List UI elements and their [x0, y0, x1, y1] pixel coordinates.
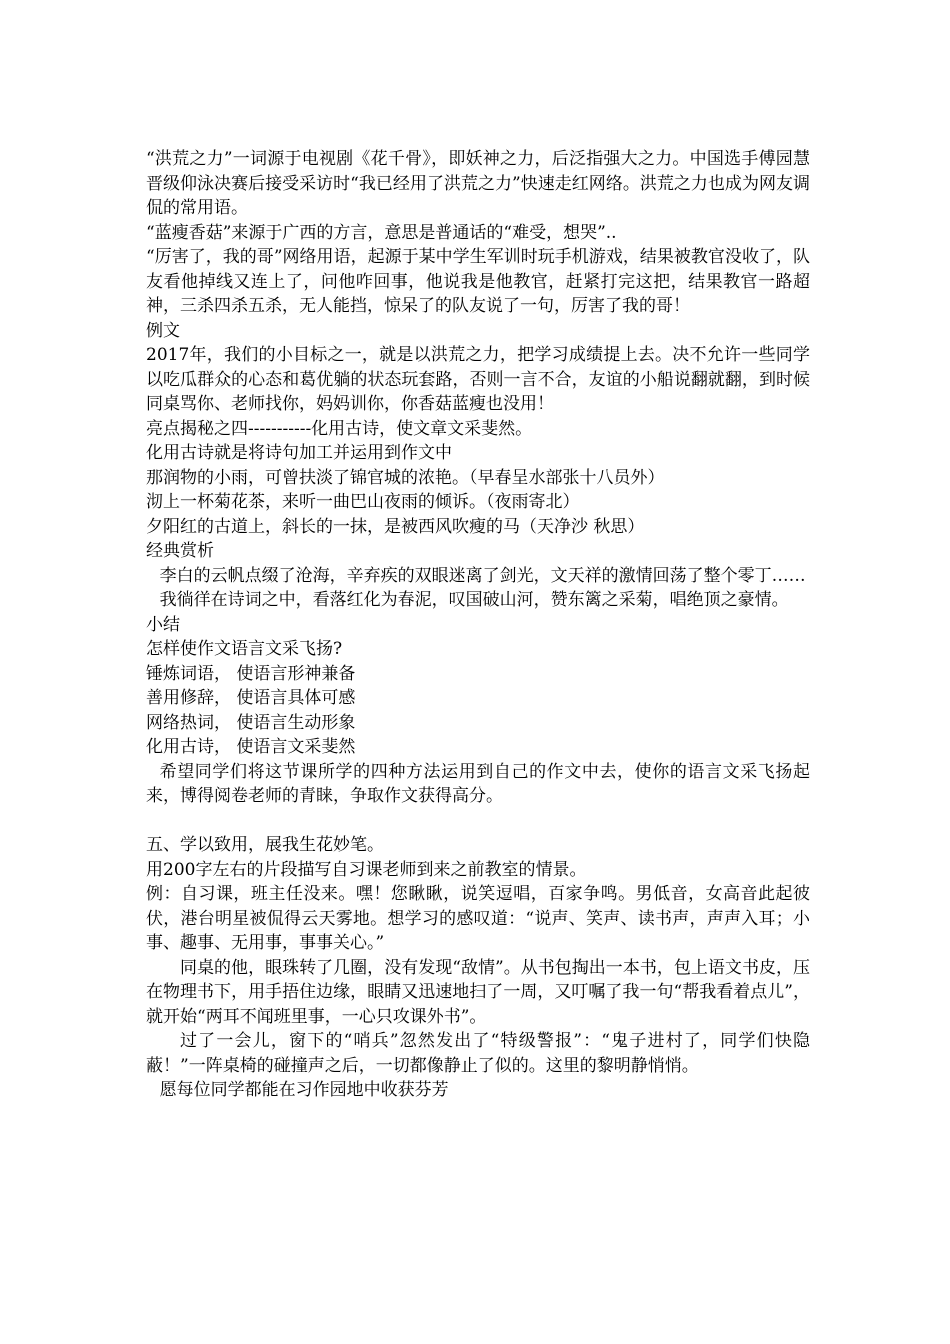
paragraph: “洪荒之力”一词源于电视剧《花千骨》，即妖神之力，后泛指强大之力。中国选手傅园慧晋级仰泳决赛后接受采访时“我已经用了洪荒之力”快速走红网络。洪荒之力也成为网友调侃的常用语。 [146, 149, 810, 218]
paragraph: 怎样使作文语言文采飞扬? [146, 639, 343, 659]
paragraph: 五、学以致用，展我生花妙笔。 [146, 835, 384, 855]
paragraph: 愿每位同学都能在习作园地中收获芬芳 [159, 1080, 449, 1100]
paragraph: 希望同学们将这节课所学的四种方法运用到自己的作文中去，使你的语言文采飞扬起来，博得阅卷老师的青睐，争取作文获得高分。 [146, 761, 810, 806]
paragraph: 夕阳红的古道上，斜长的一抹，是被西风吹瘦的马（天净沙 秋思） [146, 516, 645, 537]
document-body [146, 147, 810, 1103]
paragraph: 过了一会儿，窗下的“哨兵”忽然发出了“特级警报”：“鬼子进村了，同学们快隐蔽！”一阵桌椅的碰撞声之后，一切都像静止了似的。这里的黎明静悄悄。 [146, 1031, 810, 1076]
paragraph: 善用修辞， 使语言具体可感 [146, 688, 356, 708]
paragraph: 例文 [146, 320, 180, 341]
paragraph: 那润物的小雨，可曾扶淡了锦官城的浓艳。（早春呈水部张十八员外） [146, 467, 665, 488]
paragraph: 小结 [146, 614, 180, 635]
blank-line [146, 809, 810, 834]
paragraph: “蓝瘦香菇”来源于广西的方言，意思是普通话的“难受，想哭”.. [146, 222, 617, 243]
paragraph: 用200字左右的片段描写自习课老师到来之前教室的情景。 [146, 859, 587, 880]
paragraph: 亮点揭秘之四-----------化用古诗，使文章文采斐然。 [146, 418, 533, 439]
paragraph: “厉害了，我的哥”网络用语，起源于某中学生军训时玩手机游戏，结果被教官没收了，队友看他掉线又连上了，问他咋回事，他说我是他教官，赶紧打完这把，结果教官一路超神，三杀四杀五杀，无人能挡，惊呆了的队友说了一句，厉害了我的哥！ [146, 247, 810, 316]
paragraph: 我徜徉在诗词之中，看落红化为春泥，叹国破山河，赞东篱之采菊，唱绝顶之豪情。 [159, 590, 789, 610]
paragraph: 同桌的他，眼珠转了几圈，没有发现“敌情”。从书包掏出一本书，包上语文书皮，压在物理书下，用手捂住边缘，眼睛又迅速地扫了一周，又叮嘱了我一句“帮我看着点儿”，就开始“两耳不闻班里事，一心只攻课外书”。 [146, 957, 810, 1027]
paragraph: 李白的云帆点缀了沧海，辛弃疾的双眼迷离了剑光，文天祥的激情回荡了整个零丁…… [159, 565, 806, 586]
paragraph: 沏上一杯菊花茶，来听一曲巴山夜雨的倾诉。（夜雨寄北） [146, 492, 580, 512]
paragraph: 2017年，我们的小目标之一，就是以洪荒之力，把学习成绩提上去。决不允许一些同学以吃瓜群众的心态和葛优躺的状态玩套路，否则一言不合，友谊的小船说翻就翻，到时候同桌骂你、老师找你，妈妈训你，你香菇蓝瘦也没用！ [146, 345, 810, 414]
paragraph: 经典赏析 [146, 541, 214, 561]
paragraph: 化用古诗， 使语言文采斐然 [146, 737, 356, 757]
paragraph: 化用古诗就是将诗句加工并运用到作文中 [146, 443, 452, 463]
paragraph: 网络热词， 使语言生动形象 [146, 712, 356, 733]
paragraph: 锤炼词语， 使语言形神兼备 [146, 663, 356, 684]
paragraph: 例：自习课，班主任没来。嘿！您瞅瞅，说笑逗唱，百家争鸣。男低音，女高音此起彼伏，港台明星被侃得云天雾地。想学习的感叹道：“说声、笑声、读书声，声声入耳；小事、趣事、无用事，事事关心。” [146, 884, 810, 953]
